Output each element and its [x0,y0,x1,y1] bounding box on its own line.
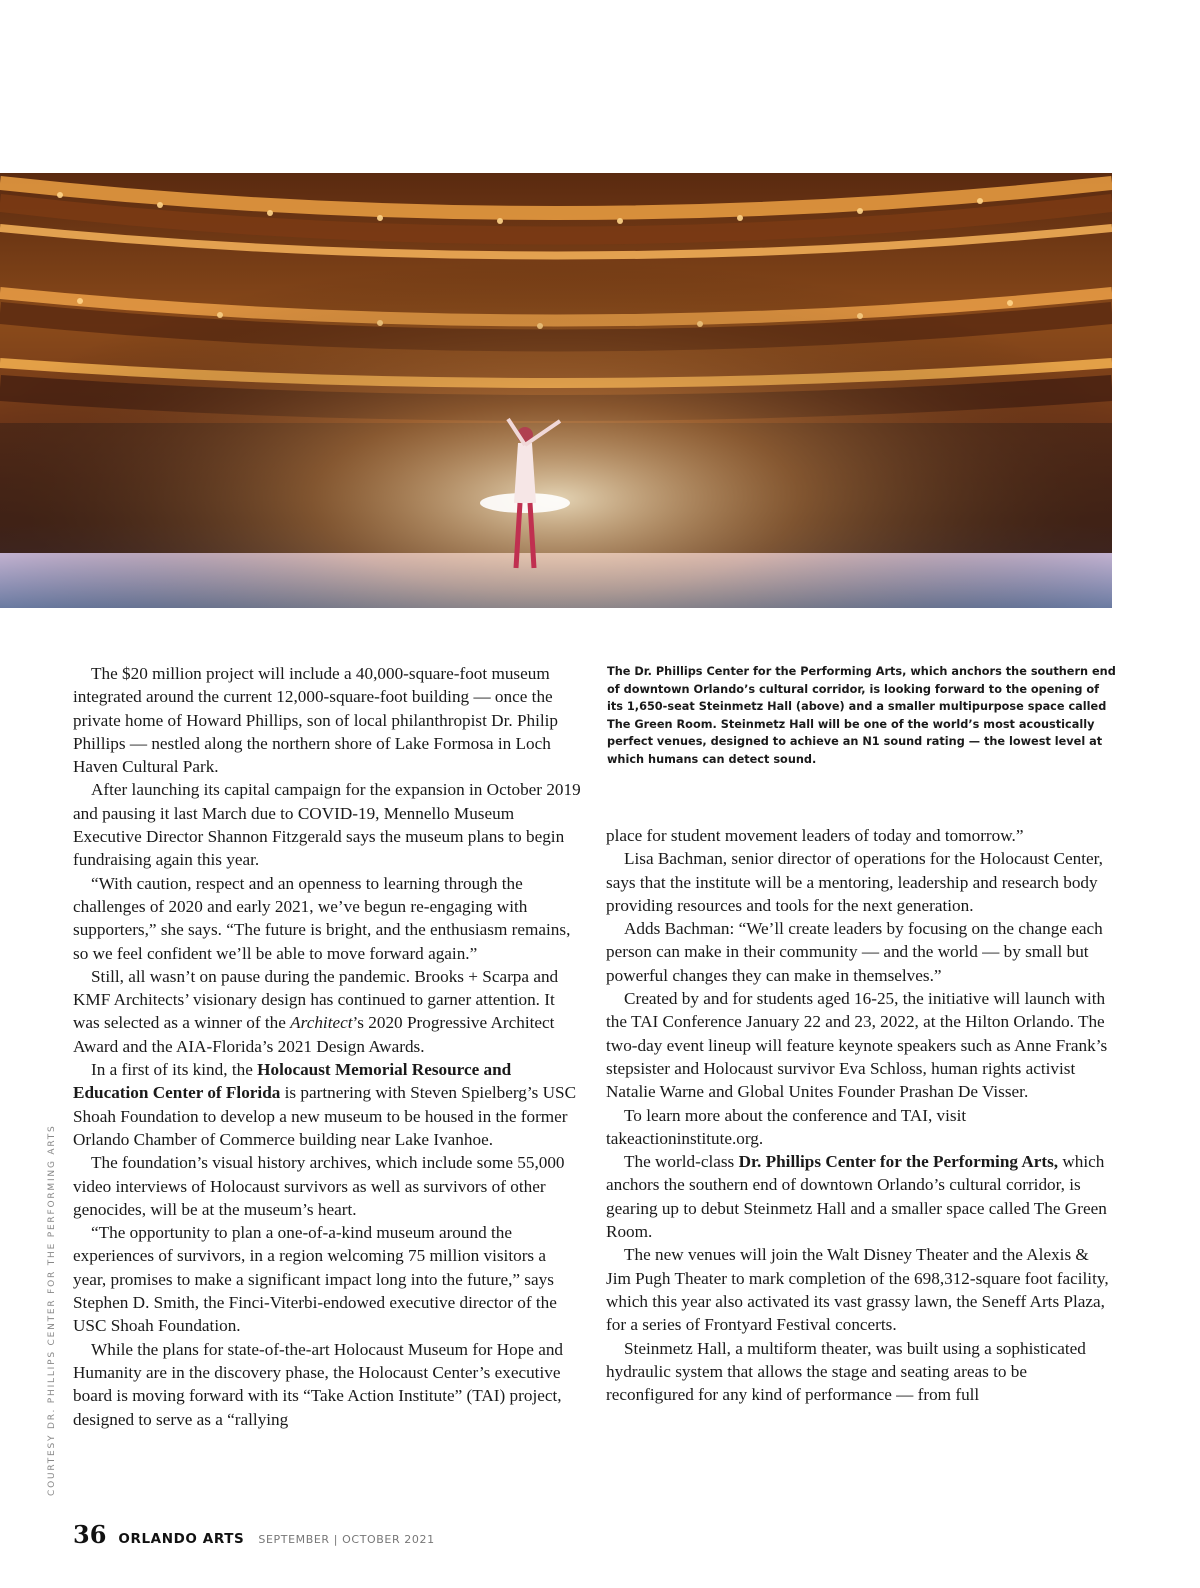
paragraph: After launching its capital campaign for the expansion in October 2019 and pausing it last March due to COVID-19, Mennello Museum Executive Director Shannon Fitzgerald says the museum plans to begin fundraising again this year. [73,780,581,870]
photo-credit: COURTESY DR. PHILLIPS CENTER FOR THE PERFORMING ARTS [47,1124,57,1496]
paragraph: While the plans for state-of-the-art Holocaust Museum for Hope and Humanity are in the discovery phase, the Holocaust Center’s executive board is moving forward with its “Take Action Institute” (TAI) project, designed to serve as a “rallying [73,1339,564,1429]
issue-date: SEPTEMBER | OCTOBER 2021 [258,1533,435,1546]
paragraph: Still, all wasn’t on pause during the pandemic. Brooks + Scarpa and KMF Architects’ visionary design has continued to garner attention. It was selected as a winner of the Architect’s 2020 Progressive Architect Award and the AIA-Florida’s 2021 Design Awards. [73,966,559,1056]
paragraph: To learn more about the conference and TAI, visit takeactioninstitute.org. [606,1105,967,1148]
magazine-name: ORLANDO ARTS [118,1531,245,1547]
paragraph: The foundation’s visual history archives, which include some 55,000 video interviews of Holocaust survivors as well as survivors of other genocides, will be at the museum’s heart. [73,1153,565,1219]
paragraph: “With caution, respect and an openness to learning through the challenges of 2020 and early 2021, we’ve begun re-engaging with supporters,” she says. “The future is bright, and the enthusiasm remains, so we feel confident we’ll be able to move forward again.” [73,873,571,963]
paragraph: Adds Bachman: “We’ll create leaders by focusing on the change each person can make in their community — and the world — by small but powerful changes they can make in themselves.” [606,919,1103,985]
page-footer [73,1520,435,1560]
paragraph: place for student movement leaders of today and tomorrow.” [606,826,1024,845]
page-number: 36 [73,1520,107,1549]
article-left-column [73,662,581,1431]
paragraph: The new venues will join the Walt Disney Theater and the Alexis & Jim Pugh Theater to mark completion of the 698,312-square foot facility, which this year also activated its vast grassy lawn, the Seneff Arts Plaza, for a series of Frontyard Festival concerts. [606,1245,1109,1335]
paragraph: Created by and for students aged 16-25, the initiative will launch with the TAI Conference January 22 and 23, 2022, at the Hilton Orlando. The two-day event lineup will feature keynote speakers such as Anne Frank’s stepsister and Holocaust survivor Eva Schloss, human rights activist Natalie Warne and Global Unites Founder Prashan De Visser. [606,989,1108,1102]
paragraph: Lisa Bachman, senior director of operations for the Holocaust Center, says that the institute will be a mentoring, leadership and research body providing resources and tools for the next generation. [606,849,1103,915]
paragraph: The world-class Dr. Phillips Center for the Performing Arts, which anchors the southern end of downtown Orlando’s cultural corridor, is gearing up to debut Steinmetz Hall and a smaller space called The Green Room. [606,1152,1107,1242]
organization-name: Holocaust Memorial Resource and Education Center of Florida [73,1060,512,1103]
publication-title: Architect [290,1013,353,1033]
article-right-column [606,824,1114,1406]
paragraph: Steinmetz Hall, a multiform theater, was built using a sophisticated hydraulic system that allows the stage and seating areas to be reconfigured for any kind of performance — from full [606,1338,1086,1405]
concert-hall-photo [0,173,1112,608]
organization-name: Dr. Phillips Center for the Performing Arts, [738,1152,1059,1172]
paragraph: The $20 million project will include a 40,000-square-foot museum integrated around the current 12,000-square-foot building — once the private home of Howard Phillips, son of local philanthropist Dr. Philip Phillips — nestled along the northern shore of Lake Formosa in Loch Haven Cultural Park. [73,664,559,777]
paragraph: In a first of its kind, the Holocaust Memorial Resource and Education Center of Florida is partnering with Steven Spielberg’s USC Shoah Foundation to develop a new museum to be housed in the former Orlando Chamber of Commerce building near Lake Ivanhoe. [73,1060,577,1149]
paragraph: “The opportunity to plan a one-of-a-kind museum around the experiences of survivors, in a region welcoming 75 million visitors a year, promises to make a significant impact long into the future,” says Stephen D. Smith, the Finci-Viterbi-endowed executive director of the USC Shoah Foundation. [73,1223,557,1336]
photo-caption: The Dr. Phillips Center for the Performing Arts, which anchors the southern end of downtown Orlando’s cultural corridor, is looking forward to the opening of its 1,650-seat Steinmetz Hall (above) and a smaller multipurpose space called The Green Room. Steinmetz Hall will be one of the world’s most acoustically perfect venues, designed to achieve an N1 sound rating — the lowest level at which humans can detect sound. [607,665,1116,766]
